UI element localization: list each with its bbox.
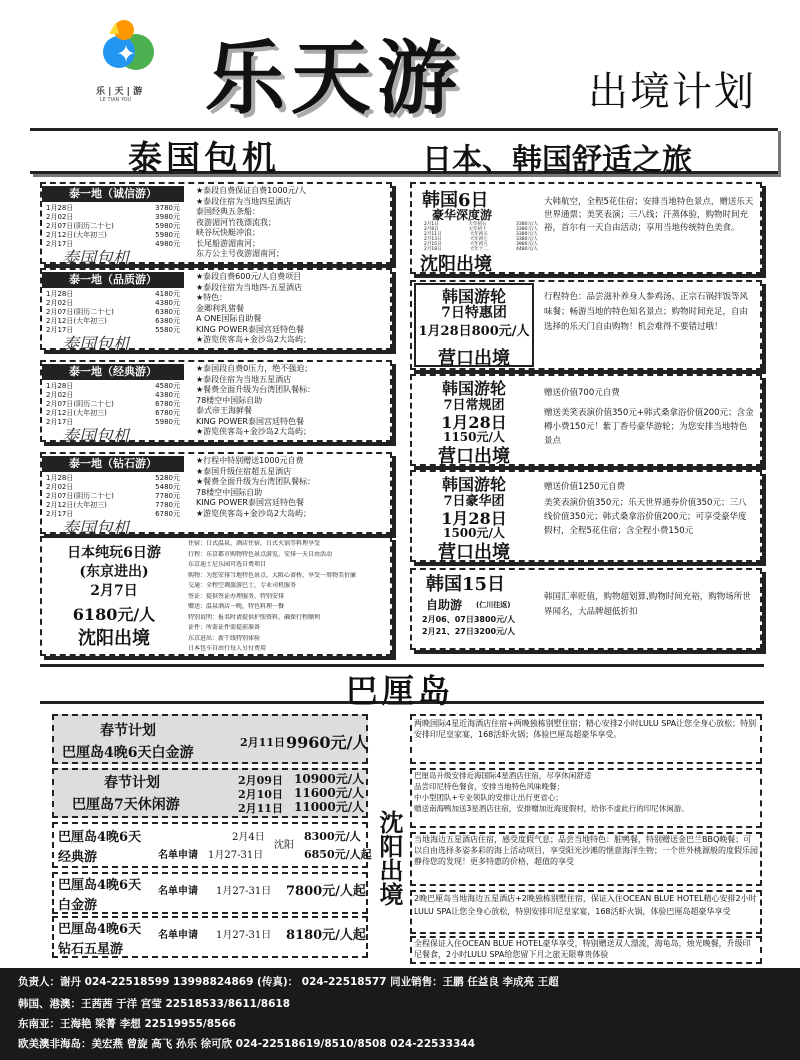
thai-date-row	[46, 391, 180, 400]
svg-text:✦: ✦	[116, 40, 137, 68]
thai-price: 4580元	[155, 382, 180, 390]
bali-desc-2-l1: 巴厘岛升级安排近海国际4星酒店住宿，尽享休闲舒适	[414, 771, 592, 780]
thai-note-line: 金卿利乳猪餐	[196, 303, 244, 313]
thai-script-label: 泰国包机	[62, 249, 130, 269]
thai-price: 5980元	[155, 231, 180, 239]
japan-note-line: 赠送：温泉酒店一晚，特色料理一餐	[188, 603, 285, 610]
thai-date: 1月28日	[46, 382, 74, 390]
japan-note-line: 特别说明：报名时请提供护照资料，确保行程顺利	[188, 613, 321, 621]
korea-date: 2月13日	[424, 237, 442, 242]
thai-note-line: 78楼空中国际自助	[196, 395, 263, 405]
thai-price: 3980元	[155, 213, 180, 221]
korea-deluxe-title: 韩国6日	[422, 190, 489, 211]
thai-note-line: 泰式帝王海鲜餐	[196, 406, 252, 415]
thai-price: 5480元	[155, 483, 180, 491]
japan-note-line: 东京迪士尼乐园可选自费项目	[188, 561, 267, 568]
korea-15day-sub: 自助游	[426, 598, 463, 612]
korea-15day-title: 韩国15日	[426, 574, 506, 595]
footer-line-2: 韩国、港澳：王茜茜 于洋 宫莹 22518533/8611/8618	[18, 998, 291, 1010]
thai-date: 1月28日	[46, 204, 74, 212]
thai-date: 2月12日(大年初三)	[46, 409, 107, 417]
thai-note-line: KING POWER泰国宫廷特色餐	[196, 416, 304, 426]
thai-price: 5980元	[155, 222, 180, 230]
thai-date: 2月07日(阴历二十七)	[46, 400, 114, 408]
thai-script-label: 泰国包机	[62, 427, 130, 447]
thai-date: 2月17日	[46, 510, 74, 518]
thai-note-line: ★游览侠客岛+金沙岛2大岛屿；	[196, 335, 311, 344]
bali-2-price-1: 10900元/人	[294, 772, 365, 786]
bali-2-price-2: 11600元/人	[294, 786, 365, 800]
bali-5-label: 名单申请	[158, 930, 198, 941]
logo-icon	[94, 12, 160, 78]
thai-date-row	[46, 299, 180, 308]
bali-1-price: 9960元/人	[286, 733, 369, 752]
thai-date: 1月28日	[46, 474, 74, 482]
bali-3-label: 名单申请	[158, 850, 198, 861]
thai-note-line: 长尾船游湄南河；	[196, 238, 260, 248]
thai-date-row	[46, 231, 180, 240]
bali-desc-3-text: 当地海边五星酒店住宿，感受度假气息；品尝当地特色：脏鸭餐，特别赠送金巴兰BBQ晚餐；可以自由选择多姿多彩的海上活动项目，享受阳光沙滩的惬意海洋生物；一个世外桃源般的度假乐园静待您的发现！更多特惠的价格，超值的享受	[414, 835, 758, 866]
korea-cruise-special-sub: 7日特惠团	[441, 305, 507, 321]
thai-script-label: 泰国包机	[62, 335, 130, 355]
thai-date-row	[46, 290, 180, 299]
thai-date: 2月02日	[46, 213, 74, 221]
korea-date-note: 大年初九	[469, 242, 488, 247]
korea-15day-date-2: 2月21、27日3200元/人	[422, 627, 516, 636]
thai-price: 3780元	[155, 204, 180, 212]
japan-note-line: 签证：提供签证办理服务，特别安排	[188, 592, 285, 600]
bali-2-date-1: 2月09日	[238, 774, 283, 787]
japan-note-line: 购物：为您安排当地特色景点，大阪心斋桥，享受一周物美价廉	[188, 571, 357, 579]
bali-3-l1: 巴厘岛4晚6天	[58, 830, 142, 845]
korea-date-price: 3380元/人	[516, 237, 538, 242]
thai-note-line: 峡谷玩快艇冲浪；	[196, 228, 260, 237]
footer-line-4: 欧美澳非海岛：美宏燕 曾旋 高飞 孙乐 徐可欣 024-22518619/8510/8508 024-22533344	[18, 1038, 475, 1050]
thai-date-row	[46, 474, 180, 483]
bali-5-l2: 钻石五星游	[58, 942, 124, 957]
thai-note-line: 泰国经典五条船：	[196, 207, 260, 216]
thai-price: 5980元	[155, 418, 180, 426]
thai-date: 2月17日	[46, 418, 74, 426]
korea-deluxe-sub: 豪华深度游	[432, 208, 493, 222]
bali-5-date: 1月27-31日	[216, 930, 272, 941]
thai-date-row	[46, 483, 180, 492]
korea-deluxe-desc: 大韩航空，全程5花住宿；安排当地特色景点，赠送乐天世界通票；美笑表演；三八线；汗蒸体验，购物时间充裕，首尔有一天自由活动；享用当地传统特色美食。	[544, 197, 754, 233]
thai-note-line: 78楼空中国际自助	[196, 487, 263, 497]
korea-date: 2月11日	[424, 232, 442, 237]
thai-date-row	[46, 317, 180, 326]
korea-cruise-regular-price: 1150元/人	[443, 430, 505, 444]
korea-date: 2月1日	[424, 222, 439, 227]
korea-cruise-luxury-depart: 营口出境	[438, 542, 510, 563]
bali-3-date-2: 1月27-31日	[208, 850, 264, 861]
bali-3-city: 沈阳	[274, 840, 294, 851]
korea-date: 2月18日	[424, 247, 442, 252]
korea-date-price: 3380元/人	[516, 222, 538, 227]
bali-1-l1: 春节计划	[100, 723, 156, 739]
bali-3-price-2: 6850元/人起	[304, 848, 372, 861]
thai-date-row	[46, 409, 180, 418]
korea-cruise-luxury-price: 1500元/人	[443, 526, 505, 540]
bali-2-price-3: 11000元/人	[294, 800, 365, 814]
thai-note-line: ★泰段住宿为当地四星酒店	[196, 196, 292, 206]
thai-date-row	[46, 222, 180, 231]
korea-cruise-regular-desc-1: 赠送价值700元自费	[544, 388, 620, 398]
korea-date-price: 3980元/人	[516, 242, 538, 247]
thai-note-line: ★泰段自费保证自费1000元/人	[196, 186, 307, 195]
japan-title: 日本纯玩6日游	[67, 545, 161, 561]
footer-line-1: 负责人：谢丹 024-22518599 13998824869 (传真)： 024-22518577 同业销售：王鹏 任益良 李成亮 王超	[18, 976, 559, 988]
thai-date-row	[46, 382, 180, 391]
bali-2-date-2: 2月10日	[238, 788, 283, 801]
thai-script-label: 泰国包机	[62, 519, 130, 539]
bali-desc-2-l4: 赠送南海鸭加送3星酒店住宿，安排赠加近海度假村，给你不虚此行的印尼休闲游。	[414, 804, 689, 813]
thai-note-line: ★泰国升级住宿超五星酒店	[196, 466, 292, 476]
thai-note-line: KING POWER泰国宫廷特色餐	[196, 498, 304, 507]
bali-4-date: 1月27-31日	[216, 886, 272, 897]
korea-15day-note: (仁川往返)	[476, 601, 511, 609]
thai-note-line: ★游览侠客岛+金沙岛2大岛屿；	[196, 508, 311, 518]
thai-price: 5580元	[155, 326, 180, 334]
thai-price: 6380元	[155, 308, 180, 316]
bali-2-l1: 春节计划	[104, 775, 160, 791]
korea-cruise-luxury-desc-2: 美笑表演价值350元；乐天世界通券价值350元；三八线价值350元；韩式桑拿浴价值200元；可享受豪华度假村，全程5花住宿；含全程小费150元	[544, 498, 747, 536]
japan-note-line: 日本包车自由行每人另付费用	[188, 645, 267, 652]
thai-package-header: 泰一地（诚信游）	[42, 186, 184, 202]
korea-date-note: 大年初五	[468, 222, 487, 227]
thai-date: 2月12日(大年初三)	[46, 317, 107, 325]
thai-note-line: KING POWER泰国宫廷特色餐	[196, 324, 304, 334]
korea-date-note: 大年初七	[469, 237, 488, 242]
thai-date: 2月02日	[46, 299, 74, 307]
bali-5-l1: 巴厘岛4晚6天	[58, 922, 142, 937]
jk-section-title: 日本、韩国舒适之旅	[422, 143, 692, 178]
thai-price: 4980元	[155, 240, 180, 248]
thai-price: 7780元	[155, 492, 180, 500]
korea-cruise-regular-sub: 7日常规团	[443, 398, 505, 413]
thai-note-line: 东方公主号夜游湄南河；	[196, 249, 284, 258]
brand-title: 乐天游	[205, 31, 463, 125]
logo-text: 乐 | 天 | 游	[96, 87, 143, 97]
thai-note-line: ★餐费全面升级为台湾团队餐标：	[196, 477, 316, 486]
thai-note-line: ★泰国段自费0压力，绝不强迫；	[196, 364, 313, 373]
thai-package-header: 泰一地（钻石游）	[42, 456, 184, 472]
japan-depart: 沈阳出境	[78, 628, 150, 649]
thai-date: 2月07日(阴历二十七)	[46, 222, 114, 230]
thai-price: 6780元	[155, 409, 180, 417]
thai-date-row	[46, 400, 180, 409]
japan-date: 2月7日	[90, 583, 138, 599]
bali-section-title: 巴厘岛	[346, 672, 455, 710]
thai-date-row	[46, 213, 180, 222]
thai-price: 7780元	[155, 501, 180, 509]
korea-cruise-special-title: 韩国游轮	[441, 287, 506, 306]
bali-1-date: 2月11日	[240, 736, 285, 749]
bali-4-price: 7800元/人起	[286, 884, 366, 899]
bali-1-l2: 巴厘岛4晚6天白金游	[62, 745, 194, 761]
thai-price: 6780元	[155, 510, 180, 518]
thai-date: 1月28日	[46, 290, 74, 298]
thai-price: 4380元	[155, 391, 180, 399]
thai-note-line: ★行程中特别赠送1000元自费	[196, 456, 304, 465]
thai-date: 2月12日(大年初三)	[46, 501, 107, 509]
thai-date-row	[46, 204, 180, 213]
korea-cruise-luxury-desc-1: 赠送价值1250元自费	[544, 482, 626, 492]
korea-date: 2月15日	[424, 242, 442, 247]
bali-desc-4-text: 2晚巴厘岛当地海边五星酒店+2晚独栋别墅住宿，保证入住OCEAN BLUE HOTEL精心安排2小时LULU SPA让您全身心放松，特别安排印尼皇家宴，168活虾火锅，体验巴厘岛超豪华享受	[414, 894, 757, 916]
thai-date-row	[46, 501, 180, 510]
footer-line-3: 东南亚：王海艳 梁菁 李想 22519955/8566	[18, 1018, 236, 1030]
korea-cruise-special-desc: 行程特色：品尝滋补养身人参鸡汤、正宗石锅拌饭等风味餐；畅游当地的特色知名景点；购物时间充足，自由选择的乐天门自由购物！机会难得不要错过哦！	[544, 292, 749, 332]
bali-3-date-1: 2月4日	[232, 832, 265, 843]
korea-date-price: 3380元/人	[516, 232, 538, 237]
thai-note-line: ★特色：	[196, 293, 228, 302]
korea-deluxe-depart: 沈阳出境	[420, 254, 492, 275]
bali-4-l2: 白金游	[58, 898, 98, 913]
bali-4-label: 名单申请	[158, 886, 198, 897]
bali-5-price: 8180元/人起	[286, 928, 366, 943]
korea-cruise-luxury-sub: 7日豪华团	[443, 494, 505, 509]
thai-date: 2月17日	[46, 240, 74, 248]
korea-cruise-special-depart: 营口出境	[438, 348, 510, 369]
thai-date: 2月07日(阴历二十七)	[46, 308, 114, 316]
korea-cruise-luxury-title: 韩国游轮	[441, 475, 506, 494]
thai-price: 6380元	[155, 317, 180, 325]
korea-cruise-regular-desc-2: 赠送美笑表演价值350元+韩式桑拿浴价值200元；含金樽小费150元！紫丁香号豪华游轮；为您安排当地特色景点	[544, 408, 754, 446]
japan-note-line: 住宿：日式温泉，酒店住宿，日式火锅等料理享受	[188, 540, 321, 547]
japan-route: (东京进出)	[79, 564, 149, 580]
bali-desc-5-text: 全程保证入住OCEAN BLUE HOTEL豪华享受，特别赠送双人漂流，海龟岛，烛光晚餐，升级印尼餐食，2小时LULU SPA给您留下月之旅无限尊贵体验	[414, 939, 751, 959]
thai-note-line: 夜游湄河竹筏漂流我；	[196, 217, 276, 227]
thai-note-line: ★餐费全面升级为台湾团队餐标：	[196, 385, 316, 394]
bali-depart: 沈阳出境	[375, 810, 404, 906]
thai-date-row	[46, 308, 180, 317]
thai-note-line: ★泰段住宿为当地五星酒店	[196, 374, 292, 384]
thai-date: 2月02日	[46, 483, 74, 491]
korea-date-note: 大年十二	[469, 247, 488, 252]
thai-note-line: ★泰段自费600元/人自费项目	[196, 272, 302, 281]
korea-cruise-luxury-date: 1月28日	[441, 509, 507, 528]
thai-date: 2月12日(大年初三)	[46, 231, 107, 239]
logo	[94, 12, 160, 78]
korea-date-price: 3380元/人	[516, 227, 538, 232]
korea-date-note: 大年初五	[469, 232, 488, 237]
bali-2-l2: 巴厘岛7天休闲游	[72, 797, 180, 813]
korea-date-price: 4480元/人	[516, 247, 538, 252]
bali-desc-2-l3: 中小型团队+专业领队的安排让出行更省心；	[414, 793, 563, 802]
japan-note-line: 交通：全程空调旅游巴士，专业司机服务	[188, 582, 297, 589]
thai-price: 4380元	[155, 299, 180, 307]
thai-date: 2月02日	[46, 391, 74, 399]
thai-price: 4180元	[155, 290, 180, 298]
brand-subtitle: 出境计划	[588, 69, 756, 115]
korea-15day-desc: 韩国汇率贬值，购物超划算,购物时间充裕，购物场所世界闻名，大品牌超低折扣	[544, 592, 751, 617]
bali-desc-1-text: 两晚国际4星近海酒店住宿+两晚独栋别墅住宿；精心安排2小时LULU SPA让您全身心放松；特别安排印尼皇家宴，168活虾火锅；体验巴厘岛超豪华享受。	[414, 719, 757, 739]
bali-4-l1: 巴厘岛4晚6天	[58, 878, 142, 893]
thai-package-header: 泰一地（品质游）	[42, 272, 184, 288]
thai-section-title: 泰国包机	[128, 139, 280, 179]
thai-date: 2月07日(阴历二十七)	[46, 492, 114, 500]
bali-3-price-1: 8300元/人	[304, 830, 361, 843]
korea-cruise-regular-depart: 营口出境	[438, 446, 510, 467]
thai-note-line: ★泰段住宿为当地四-五星酒店	[196, 282, 303, 292]
japan-note-line: 东京进出：新干线特别体验	[188, 634, 261, 642]
korea-15day-date-1: 2月06、07日3800元/人	[422, 615, 516, 624]
korea-cruise-special-price: 1月28日800元/人	[418, 324, 530, 339]
korea-cruise-regular-title: 韩国游轮	[441, 379, 506, 398]
thai-price: 6780元	[155, 400, 180, 408]
bali-desc-2-l2: 品尝印尼特色餐食，安排当地特色风味晚餐；	[414, 782, 564, 791]
korea-cruise-regular-date: 1月28日	[441, 413, 507, 432]
thai-date-row	[46, 492, 180, 501]
japan-price: 6180元/人	[72, 605, 156, 624]
japan-note-line: 行程：东京都市购物特色景点游览，安排一天自由活动	[188, 550, 333, 558]
thai-price: 5280元	[155, 474, 180, 482]
thai-package-header: 泰一地（经典游）	[42, 364, 184, 380]
logo-sub: LE TIAN YOU	[100, 97, 132, 103]
korea-date: 2月6日	[424, 227, 439, 232]
thai-note-line: ★游览侠客岛+金沙岛2大岛屿；	[196, 427, 311, 436]
korea-date-note: 大年初十	[468, 227, 487, 232]
thai-date: 2月17日	[46, 326, 74, 334]
japan-note-line: 证件：所需证件需提前准备	[188, 624, 261, 631]
bali-3-l2: 经典游	[58, 850, 98, 865]
thai-note-line: A ONE国际自助餐	[196, 314, 262, 323]
bali-2-date-3: 2月11日	[238, 802, 283, 815]
